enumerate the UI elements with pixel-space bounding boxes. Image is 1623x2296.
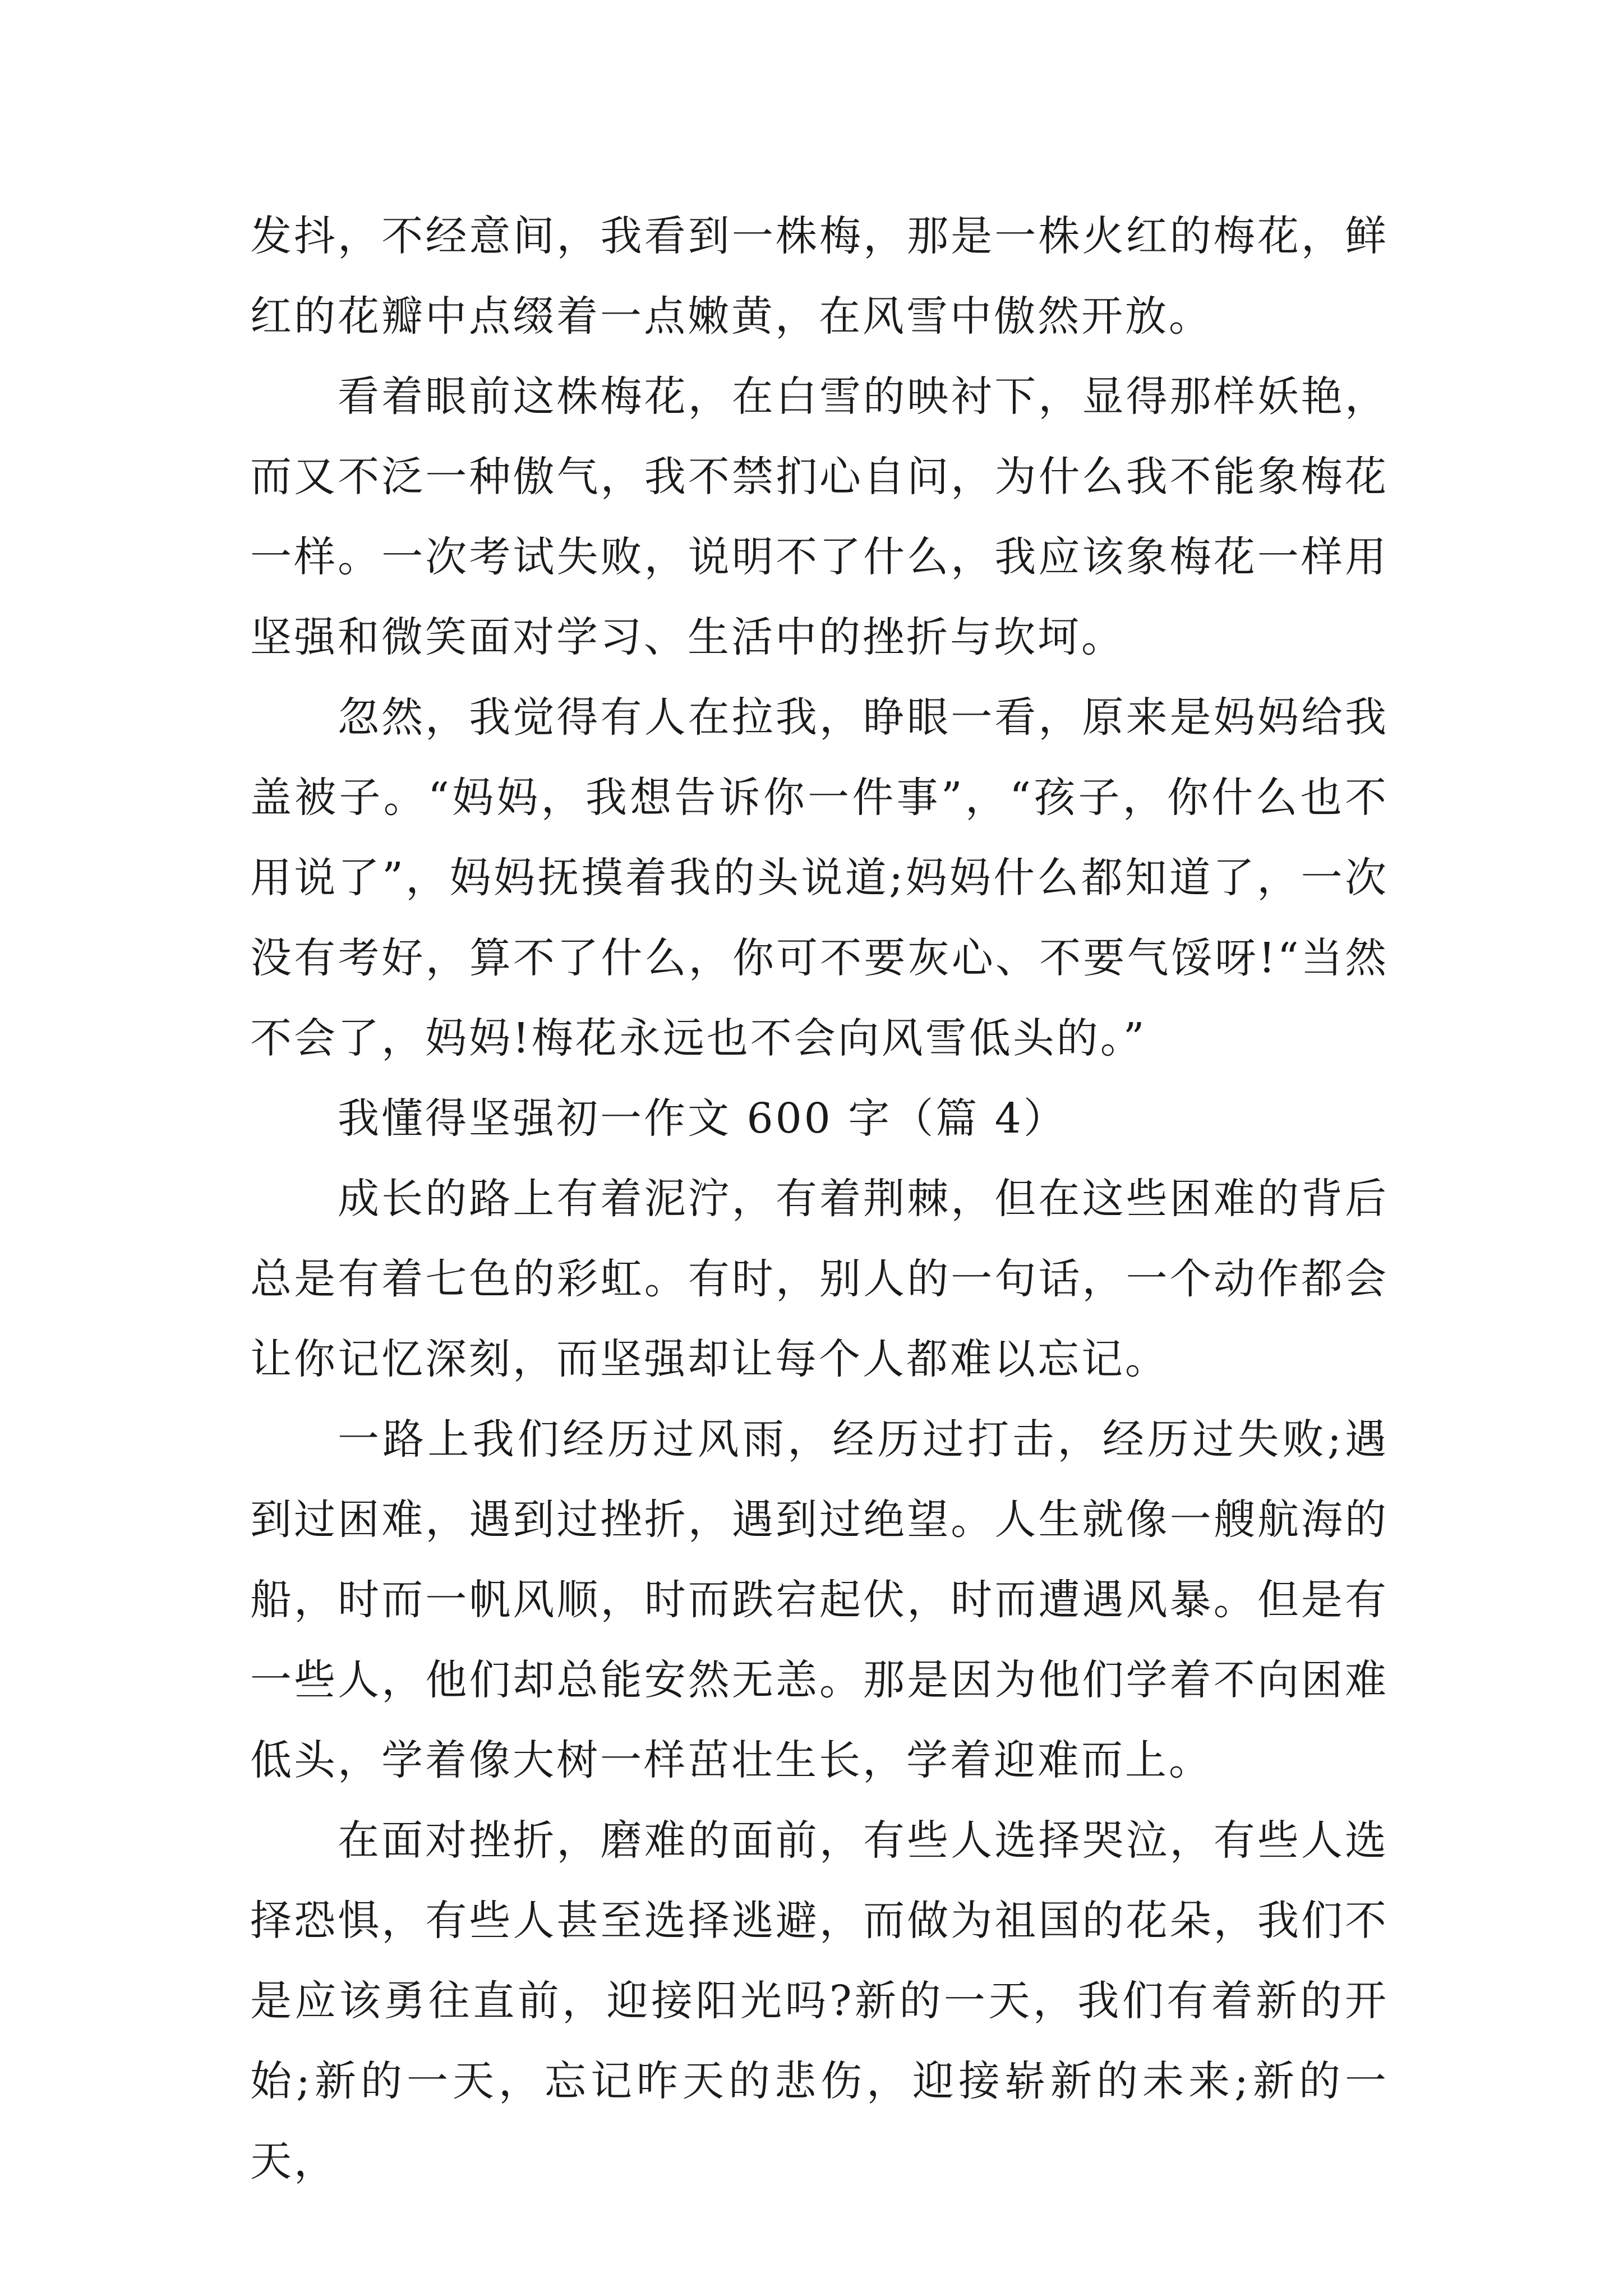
document-body (250, 196, 1389, 2202)
paragraph-life-voyage: 一路上我们经历过风雨，经历过打击，经历过失败;遇到过困难，遇到过挫折，遇到过绝望。人生就像一艘航海的船，时而一帆风顺，时而跌宕起伏，时而遭遇风暴。但是有一些人，他们却总能安然无恙。那是因为他们学着不向困难低头，学着像大树一样茁壮生长，学着迎难而上。 (250, 1415, 1389, 1784)
paragraph-continuation: 发抖，不经意间，我看到一株梅，那是一株火红的梅花，鲜红的花瓣中点缀着一点嫩黄，在风雪中傲然开放。 (250, 212, 1389, 341)
paragraph-mother-conversation: 忽然，我觉得有人在拉我，睁眼一看，原来是妈妈给我盖被子。“妈妈，我想告诉你一件事”，“孩子，你什么也不用说了”，妈妈抚摸着我的头说道;妈妈什么都知道了，一次没有考好，算不了什么，你可不要灰心、不要气馁呀!“当然不会了，妈妈!梅花永远也不会向风雪低头的。” (250, 693, 1389, 1062)
paragraph-facing-setbacks: 在面对挫折，磨难的面前，有些人选择哭泣，有些人选择恐惧，有些人甚至选择逃避，而做为祖国的花朵，我们不是应该勇往直前，迎接阳光吗?新的一天，我们有着新的开始;新的一天，忘记昨天的悲伤，迎接崭新的未来;新的一天， (250, 1816, 1389, 2185)
section-heading: 我懂得坚强初一作文 600 字（篇 4） (338, 1094, 1067, 1143)
paragraph-growth-road: 成长的路上有着泥泞，有着荆棘，但在这些困难的背后总是有着七色的彩虹。有时，别人的一句话，一个动作都会让你记忆深刻，而坚强却让每个人都难以忘记。 (250, 1175, 1389, 1383)
paragraph-plum-blossom-reflection: 看着眼前这株梅花，在白雪的映衬下，显得那样妖艳，而又不泛一种傲气，我不禁扪心自问，为什么我不能象梅花一样。一次考试失败，说明不了什么，我应该象梅花一样用坚强和微笑面对学习、生活中的挫折与坎坷。 (250, 372, 1389, 661)
